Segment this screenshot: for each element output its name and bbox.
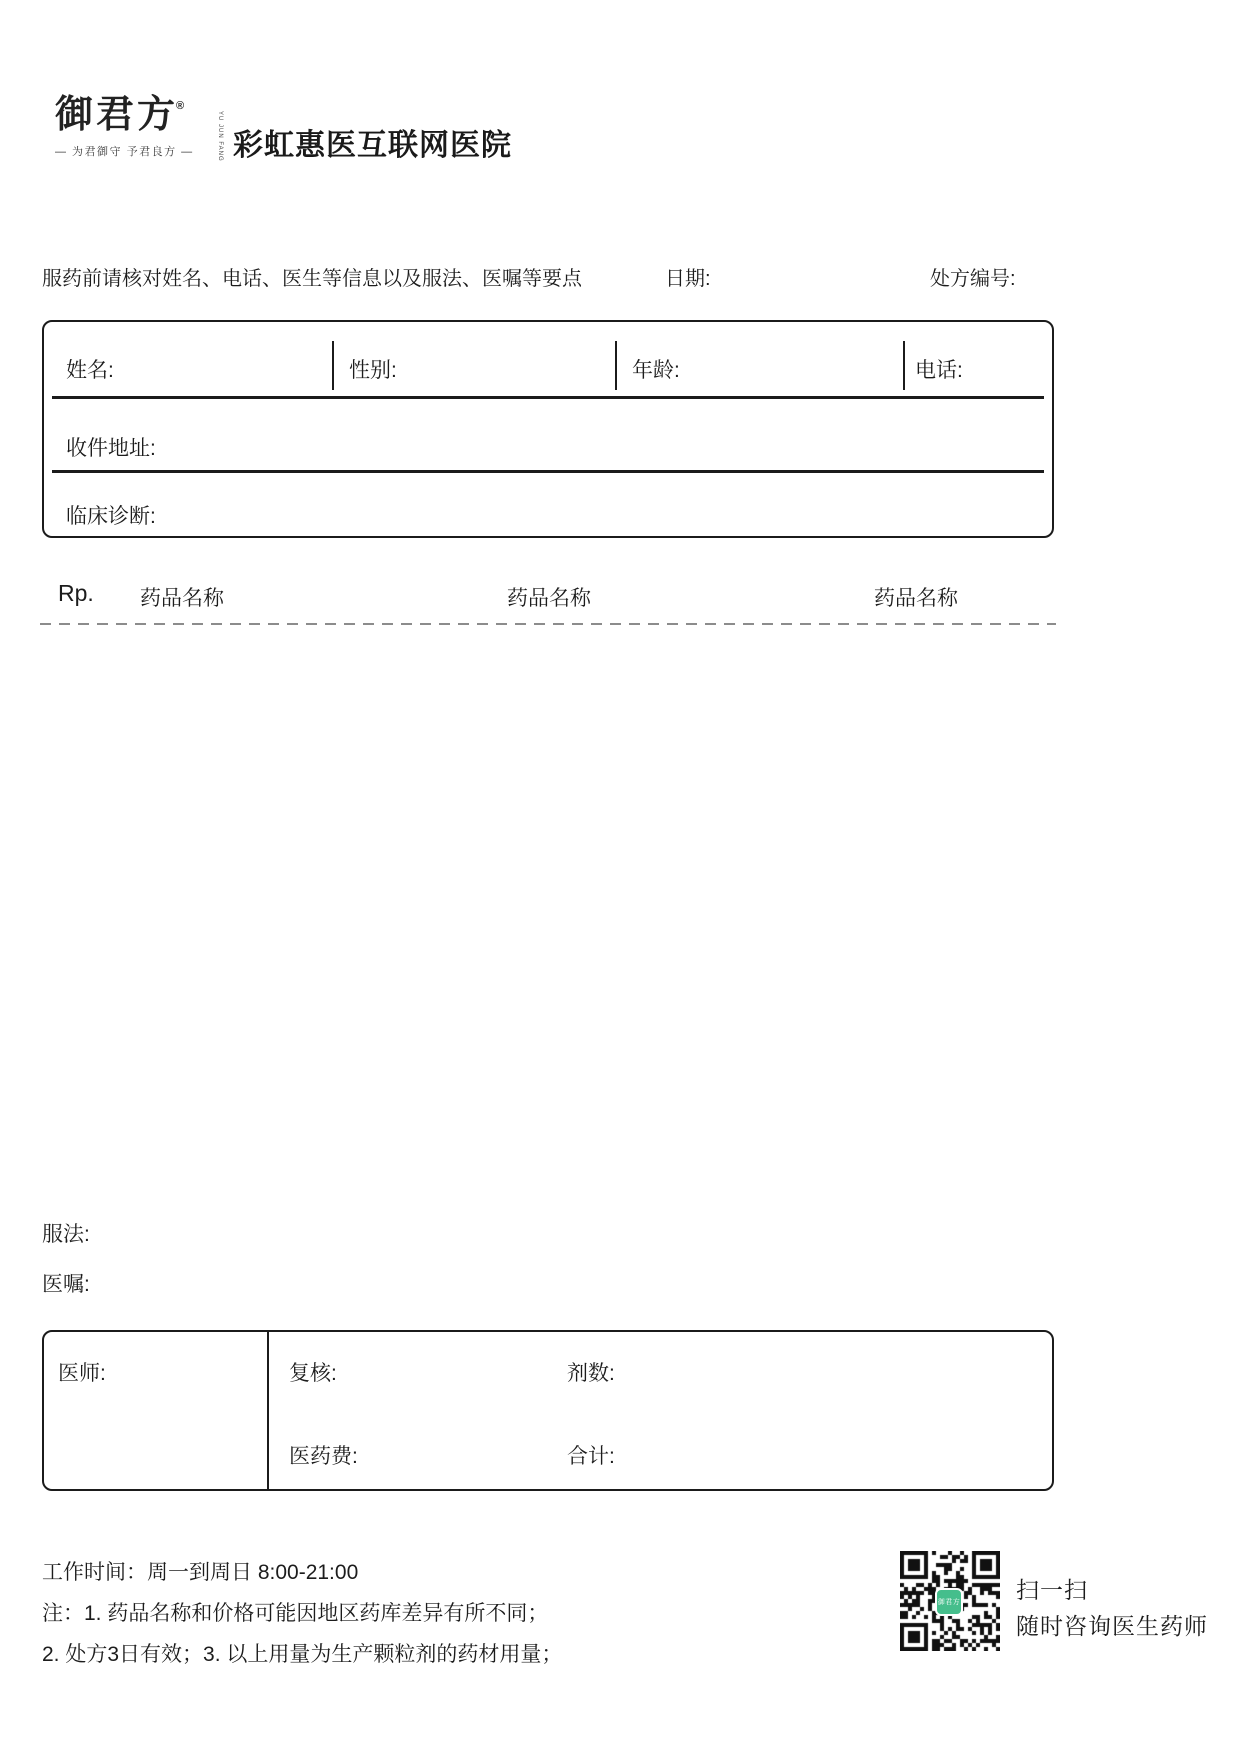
dashed-separator: [40, 623, 1056, 625]
qr-center-logo-text: 御君方: [937, 1598, 961, 1606]
medicine-name-column-header: 药品名称: [507, 587, 591, 610]
total-label: 合计:: [567, 1445, 615, 1468]
qr-code: [900, 1551, 1000, 1651]
patient-name-label: 姓名:: [66, 359, 114, 382]
medicine-name-column-header: 药品名称: [874, 587, 958, 610]
usage-label: 服法:: [42, 1223, 90, 1246]
medicine-fee-label: 医药费:: [289, 1445, 358, 1468]
scan-description: 随时咨询医生药师: [1016, 1613, 1208, 1639]
column-divider: [332, 341, 334, 390]
doctor-label: 医师:: [58, 1362, 106, 1385]
scan-label: 扫一扫: [1016, 1577, 1088, 1603]
patient-gender-label: 性别:: [349, 359, 397, 382]
patient-age-label: 年龄:: [632, 359, 680, 382]
clinical-diagnosis-label: 临床诊断:: [66, 505, 156, 528]
brand-logo-pinyin: YU JUN FANG: [217, 111, 223, 162]
brand-logo-text: 御君方: [55, 91, 179, 136]
verify-notice: 服药前请核对姓名、电话、医生等信息以及服法、医嘱等要点: [42, 268, 582, 290]
doctor-fee-box: [42, 1330, 1054, 1491]
column-divider: [615, 341, 617, 390]
qr-center-logo: [935, 1588, 963, 1616]
brand-logo: [55, 91, 223, 162]
rp-label: Rp.: [58, 580, 94, 606]
brand-tagline: — 为君御守 予君良方 —: [55, 146, 194, 158]
patient-phone-label: 电话:: [915, 359, 963, 382]
patient-info-box: [42, 320, 1054, 538]
medicine-name-column-header: 药品名称: [140, 587, 224, 610]
advice-label: 医嘱:: [42, 1273, 90, 1296]
hospital-name: 彩虹惠医互联网医院: [233, 129, 512, 162]
row-divider: [52, 470, 1044, 473]
date-label: 日期:: [665, 268, 711, 290]
registered-trademark-icon: ®: [176, 100, 185, 112]
column-divider: [903, 341, 905, 390]
dose-count-label: 剂数:: [567, 1362, 615, 1385]
column-divider: [267, 1332, 269, 1489]
footnote-1: 注：1. 药品名称和价格可能因地区药库差异有所不同；: [42, 1602, 549, 1625]
review-label: 复核:: [289, 1362, 337, 1385]
rx-number-label: 处方编号:: [930, 268, 1016, 290]
working-hours-note: 工作时间：周一到周日 8:00-21:00: [42, 1561, 359, 1584]
row-divider: [52, 396, 1044, 399]
footnote-2: 2. 处方3日有效；3. 以上用量为生产颗粒剂的药材用量；: [42, 1643, 563, 1666]
shipping-address-label: 收件地址:: [66, 437, 156, 460]
